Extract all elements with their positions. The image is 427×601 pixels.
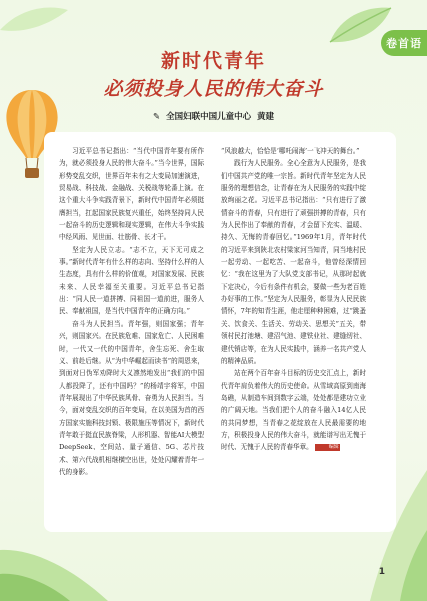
article-paragraph <box>221 367 366 453</box>
article-paragraph: 奋斗为人民担当。青年强，则国家强；青年兴，则国家兴。在民族危难、国家危亡、人民困难时，一代又一代的中国青年，舍生忘死、舍生取义、前赴后继。从“为中华崛起而读书”的周恩来，到面对日伪军劝降时大义凛然地发出“我们的中国人都投降了，还有中国吗？”的杨靖宇将军，中国青年展现出了中华民族风骨、奋勇为人民担当。当今，面对变乱交织的百年变局，在以美国为首的西方国家实施科技封锁、极限施压等情况下，新时代青年敢于挺直民族脊梁，人形机器、智能AI大模型DeepSeek、空间站、量子通信、5G、芯片技术、第六代战机相继横空出世，处处闪耀着青年一代的身影。 <box>59 319 204 476</box>
article-paragraph-text: 站在两个百年奋斗目标的历史交汇点上，新时代青年肩负着伟大的历史使命。从雪域高原到南海岛礁，从制造车间到数字云端，处处都是建功立业的广阔天地。当我们把个人的奋斗融入14亿人民的共同梦想，当青春之花绽放在人民最需要的地方，积极投身人民的伟大奋斗，就能谱写出无愧于时代、无愧于人民的青春华章。 <box>221 369 366 452</box>
column-tab: 卷首语 <box>381 30 427 56</box>
article-column-left <box>59 145 204 478</box>
article-paragraph: “风浪越大，恰恰是‘哪吒闹海’一飞冲天的舞台。” <box>221 147 360 155</box>
author-org: 全国妇联中国儿童中心 <box>166 112 252 122</box>
end-mark: 编辑 <box>315 444 340 451</box>
article-paragraph: 习近平总书记指出：“当代中国青年要有所作为，就必须投身人民的伟大奋斗。”当今世界，国际形势变乱交织，世界百年未有之大变局加速演进，贸易战、科技战、金融战、关税战等轮番上演。在这个重大斗争实践背景下，新时代中国青年必须挺膺担当，扛起国家民族复兴重任，始终坚持同人民一起奋斗的历史逻辑和现实逻辑，在伟大斗争实践中经风雨、见世面、壮筋骨、长才干。 <box>59 147 204 242</box>
article-paragraph: 坚定为人民立志。“志不立，天下无可成之事。”新时代青年有什么样的志向、坚持什么样的人生态度，具有什么样的价值观，对国家发展、民族未来、人民幸福至关重要。习近平总书记指出：“同人民一道拼搏、同祖国一道前进，服务人民、奉献祖国，是当代中国青年的正确方向。” <box>59 245 204 316</box>
title-line-2: 必须投身人民的伟大奋斗 <box>103 78 324 100</box>
leaf-icon <box>0 0 70 40</box>
leaf-icon <box>0 530 110 601</box>
article-column-right <box>221 145 366 454</box>
byline <box>0 110 427 122</box>
title-line-1: 新时代青年 <box>160 50 266 72</box>
pen-icon: ✎ <box>152 112 161 122</box>
author-name: 黄建 <box>257 112 275 122</box>
page-number: 1 <box>378 567 385 577</box>
article-paragraph: 践行为人民服务。全心全意为人民服务，是我们中国共产党的唯一宗旨。新时代青年坚定为人民服务的理想信念，让青春在为人民服务的实践中绽放绚丽之花。习近平总书记指出：“只有进行了激情奋斗的青春，只有进行了顽强拼搏的青春，只有为人民作出了奉献的青春，才会留下充实、温暖、持久、无悔的青春回忆。”1969年1月，青年时代的习近平来到陕北农村梁家河当知青，同当地村民一起劳动、一起吃苦、一起奋斗，他曾经深情回忆：“我在这里为了大队党支部书记，从那时起就下定决心，今后有条件有机会，要做一些为老百姓办好事的工作。”坚定为人民服务，彰显为人民民族情怀，7年的知青生涯，他走厘种种困难，过“跳蚤关、饮食关、生活关、劳动关、思想关”五关，带领村民打池塘、建沼气池、建铁业社、建缝纫社、建代销店等，在为人民实践中，涵养一名共产党人的精神品质。 <box>221 159 366 365</box>
